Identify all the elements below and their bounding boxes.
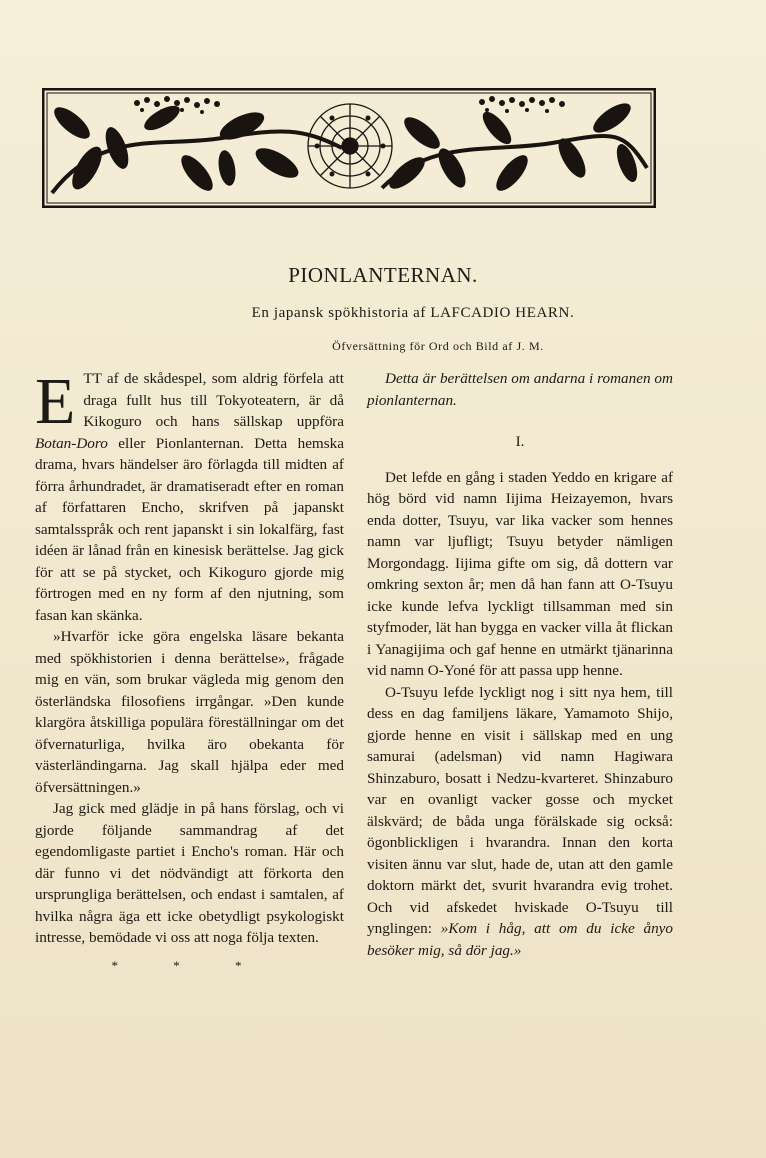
- paragraph-3: Jag gick med glädje in på hans förslag, och vi gjorde följande sammandrag af det egendomligaste partiet i Encho's roman. Här och där funno vi det nödvändigt att förkorta den ursprungliga berättelsen, och endast i samtalen, af hvilka några äga ett icke obetydligt psykologiskt intresse, bemödade vi oss att noga följa texten.: [35, 800, 344, 946]
- section-number: I.: [515, 433, 525, 450]
- article-subtitle: En japansk spökhistoria af LAFCADIO HEARN.: [251, 305, 575, 321]
- lead-text: Detta är berättelsen om andarna i romanen om pionlanternan.: [367, 370, 673, 409]
- drop-cap: E: [35, 365, 76, 438]
- paragraph-5: O-Tsuyu lefde lyckligt nog i sitt nya hem, till dess en dag familjens läkare, Yamamoto Shijo, gjorde henne en visit i sällskap med en ung samurai (adelsman) vid namn Hagiwara Shinzaburo, bosatt i Nedzu-kvarteret. Shinzaburo var en ovanligt vacker gosse och mycket älskvärd; de båda unga förälskade sig också: ögonblickligen i hvarandra. Innan den korta visiten ännu var slut, hade de, utan att den gamle doktorn märkt det, svurit hvarandra evig trohet. Och vid afskedet hviskade O-Tsuyu till ynglingen: »Kom i håg, att om du icke ånyo besöker mig, så dör jag.»: [367, 683, 673, 959]
- article-title: PIONLANTERNAN.: [288, 263, 478, 287]
- central-blossom-icon: [308, 104, 392, 188]
- floral-banner: [42, 88, 656, 208]
- translation-credit: Öfversättning för Ord och Bild af J. M.: [332, 339, 544, 353]
- paragraph-2: »Hvarför icke göra engelska läsare bekanta med spökhistorien i denna berättelse», frågade mig en vän, som brukar vägleda mig genom den österländska filosofiens irrgångar. »Den kunde klargöra åtskilliga populära föreställningar om det öfvernaturliga, hvilka äro obekanta för västerländingarna. Jag skall hjälpa eder med öfversättningen.»: [35, 628, 344, 796]
- left-column: [35, 365, 344, 976]
- section-break: * * *: [111, 957, 268, 973]
- right-column: [367, 368, 673, 961]
- paragraph-1: ETT af de skådespel, som aldrig förfela att draga fullt hus till Tokyoteatern, är då Kikoguro och hans sällskap uppföra Botan-Doro eller Pionlanternan. Detta hemska drama, hvars händelser äro förlagda till midten af förra århundradet, är dramatiseradt efter en roman af författaren Encho, skrifven på japanskt samtalsspråk och rent japanskt i sin lokalfärg, fast idéen är lånad från en kinesisk berättelse. Jag gick för att se på stycket, och Kikoguro gjorde mig förtrogen med en ny form af den njutning, som fasan kan skänka.: [35, 365, 344, 624]
- paragraph-4: Det lefde en gång i staden Yeddo en krigare af hög börd vid namn Iijima Heizayemon, hvars enda dotter, Tsuyu, var lika vacker som hennes namn var ljufligt; Tsuyu betyder nämligen Morgondagg. Iijima gifte om sig, då dottern var omkring sexton år; men då han fann att O-Tsuyu icke kunde lefva lyckligt tillsamman med sin styfmoder, lät han bygga en vacker villa åt flickan i Yanagijima och gaf henne en utmärkt tjänarinna vid namn O-Yoné för att passa upp henne.: [367, 468, 673, 679]
